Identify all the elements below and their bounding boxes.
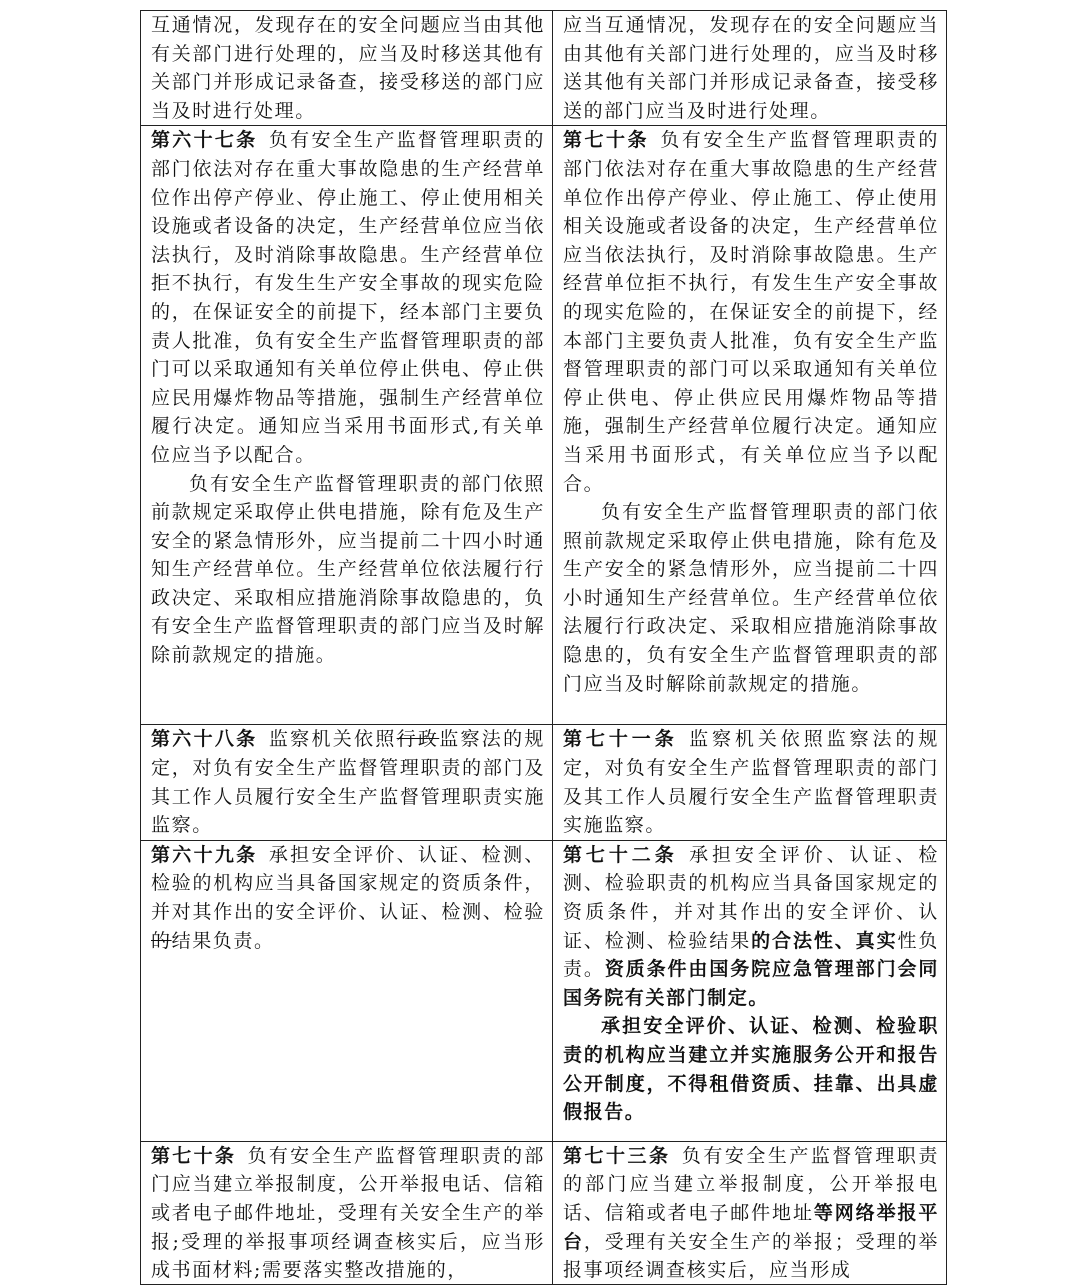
article-paragraph: 负有安全生产监督管理职责的部门依照前款规定采取停止供电措施，除有危及生产安全的紧急情形外，应当提前二十四小时通知生产经营单位。生产经营单位依法履行行政决定、采取相应措施消除事故隐患的，负有安全生产监督管理职责的部门应当及时解除前款规定的措施。 bbox=[151, 472, 545, 667]
article-text: 负有安全生产监督管理职责的部门应当建立举报制度，公开举报电话、信箱或者电子邮件地址，受理有关安全生产的举报;受理的举报事项经调查核实后，应当形成书面材料;需要落实整改措施的， bbox=[151, 1144, 545, 1282]
article-text: 监察机关依照监察法的规定，对负有安全生产监督管理职责的部门及其工作人员履行安全生产监督管理职责实施监察。 bbox=[563, 728, 939, 837]
old-law-cell bbox=[141, 1141, 553, 1284]
new-law-cell bbox=[553, 840, 947, 1141]
article-text: 性负责。 bbox=[563, 929, 940, 981]
new-law-cell bbox=[553, 11, 947, 126]
table-row bbox=[141, 725, 947, 840]
article-paragraph: 负有安全生产监督管理职责的部门依照前款规定采取停止供电措施，除有危及生产安全的紧急情形外，应当提前二十四小时通知生产经营单位。生产经营单位依法履行行政决定、采取相应措施消除事故隐患的，负有安全生产监督管理职责的部门应当及时解除前款规定的措施。 bbox=[563, 501, 939, 695]
table-row bbox=[141, 1141, 947, 1284]
old-text: 互通情况，发现存在的安全问题应当由其他有关部门进行处理的，应当及时移送其他有关部门并形成记录备查，接受移送的部门应当及时进行处理。 bbox=[151, 14, 545, 122]
added-paragraph: 承担安全评价、认证、检测、检验职责的机构应当建立并实施服务公开和报告公开制度，不得租借资质、挂靠、出具虚假报告。 bbox=[563, 1015, 939, 1124]
article-text: ，受理有关安全生产的举报；受理的举报事项经调查核实后，应当形成 bbox=[563, 1230, 939, 1282]
added-text: 等网络举报平台 bbox=[563, 1201, 939, 1253]
new-law-cell bbox=[553, 126, 947, 725]
article-text: 承担安全评价、认证、检测、检验的机构应当具备国家规定的资质条件，并对其作出的安全评价、认证、检测、检验 bbox=[151, 843, 545, 923]
table-row bbox=[141, 11, 947, 126]
article-text: 承担安全评价、认证、检测、检验职责的机构应当具备国家规定的资质条件，并对其作出的安全评价、认证、检测、检验结果 bbox=[563, 843, 939, 952]
old-law-cell bbox=[141, 11, 553, 126]
article-number: 第七十条 bbox=[151, 1144, 237, 1167]
article-number: 第六十七条 bbox=[151, 129, 258, 152]
article-number: 第七十一条 bbox=[563, 728, 678, 751]
added-text: 资质条件由国务院应急管理部门会同国务院有关部门制定。 bbox=[563, 958, 939, 1009]
article-number: 第七十三条 bbox=[563, 1144, 671, 1167]
article-text: 负有安全生产监督管理职责的部门依法对存在重大事故隐患的生产经营单位作出停产停业、停止施工、停止使用相关设施或者设备的决定，生产经营单位应当依法执行，及时消除事故隐患。生产经营单位拒不执行，有发生生产安全事故的现实危险的，在保证安全的前提下，经本部门主要负责人批准，负有安全生产监督管理职责的部门可以采取通知有关单位停止供电、停止供应民用爆炸物品等措施，强制生产经营单位履行决定。通知应当采用书面形式,有关单位应当予以配合。 bbox=[151, 129, 545, 466]
deleted-text: 的 bbox=[151, 929, 172, 952]
old-law-cell bbox=[141, 725, 553, 840]
article-number: 第六十九条 bbox=[151, 843, 258, 866]
added-text: 的合法性、真实 bbox=[751, 929, 898, 952]
old-law-cell bbox=[141, 840, 553, 1141]
article-text: 负有安全生产监督管理职责的部门依法对存在重大事故隐患的生产经营单位作出停产停业、停止施工、停止使用相关设施或者设备的决定，生产经营单位应当依法执行，及时消除事故隐患。生产经营单位拒不执行，有发生生产安全事故的现实危险的，在保证安全的前提下，经本部门主要负责人批准，负有安全生产监督管理职责的部门可以采取通知有关单位停止供电、停止供应民用爆炸物品等措施，强制生产经营单位履行决定。通知应当采用书面形式，有关单位应当予以配合。 bbox=[563, 129, 939, 495]
new-law-cell bbox=[553, 1141, 947, 1284]
article-number: 第七十二条 bbox=[563, 843, 678, 866]
comparison-table bbox=[140, 10, 947, 1285]
article-number: 第六十八条 bbox=[151, 728, 258, 751]
deleted-text: 行政 bbox=[396, 728, 440, 751]
article-text: 监察法的规定，对负有安全生产监督管理职责的部门及其工作人员履行安全生产监督管理职责实施监察。 bbox=[151, 728, 545, 837]
new-text: 应当互通情况，发现存在的安全问题应当由其他有关部门进行处理的，应当及时移送其他有关部门并形成记录备查，接受移送的部门应当及时进行处理。 bbox=[563, 14, 939, 122]
table-row bbox=[141, 126, 947, 725]
table-row bbox=[141, 840, 947, 1141]
new-law-cell bbox=[553, 725, 947, 840]
article-text: 结果负责。 bbox=[171, 929, 275, 952]
article-number: 第七十条 bbox=[563, 129, 649, 152]
article-text: 负有安全生产监督管理职责的部门应当建立举报制度，公开举报电话、信箱或者电子邮件地址 bbox=[563, 1144, 939, 1224]
old-law-cell bbox=[141, 126, 553, 725]
article-text: 监察机关依照 bbox=[268, 728, 397, 751]
